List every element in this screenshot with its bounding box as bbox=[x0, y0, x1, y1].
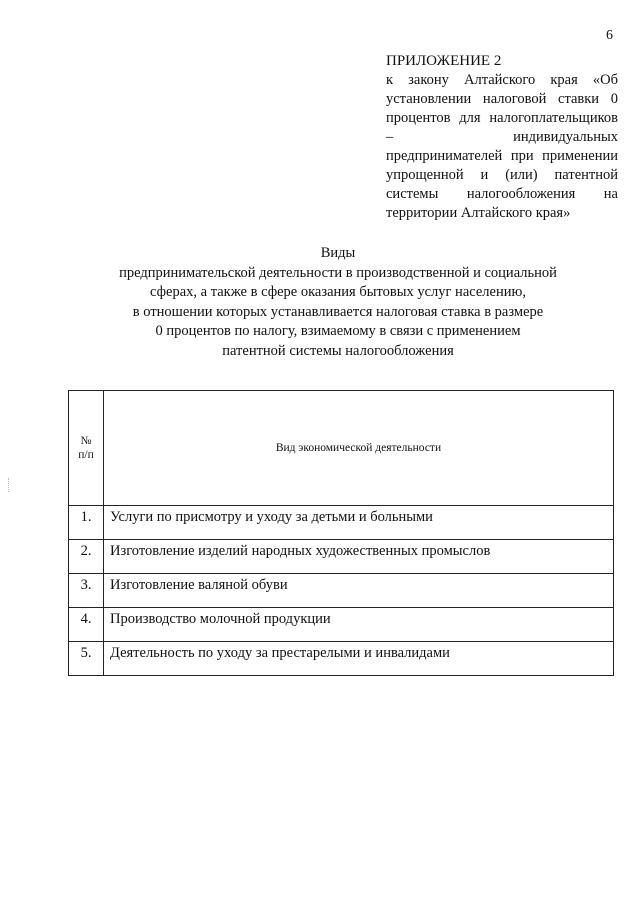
heading-line: патентной системы налогообложения bbox=[222, 342, 454, 359]
row-activity: Деятельность по уходу за престарелыми и инвалидами bbox=[104, 642, 614, 676]
activities-table-wrapper bbox=[68, 390, 614, 676]
page-number: 6 bbox=[606, 28, 613, 43]
row-activity: Изготовление валяной обуви bbox=[104, 574, 614, 608]
heading-line: 0 процентов по налогу, взимаемому в связи с применением bbox=[155, 323, 521, 339]
row-number: 2. bbox=[69, 540, 104, 574]
heading-line: в отношении которых устанавливается налоговая ставка в размере bbox=[132, 303, 544, 320]
row-number: 3. bbox=[69, 574, 104, 608]
appendix-title: ПРИЛОЖЕНИЕ 2 bbox=[386, 53, 502, 69]
row-activity: Производство молочной продукции bbox=[104, 608, 614, 642]
activities-table bbox=[68, 390, 614, 676]
table-row bbox=[69, 540, 614, 574]
document-heading bbox=[90, 244, 586, 361]
row-number: 4. bbox=[69, 608, 104, 642]
row-number: 5. bbox=[69, 642, 104, 676]
heading-line: сферах, а также в сфере оказания бытовых услуг населению, bbox=[150, 284, 526, 300]
table-header-row bbox=[69, 391, 614, 506]
heading-line: Виды bbox=[320, 245, 356, 261]
heading-line: предпринимательской деятельности в производственной и социальной bbox=[119, 264, 557, 281]
appendix-block bbox=[386, 52, 618, 223]
row-activity: Изготовление изделий народных художественных промыслов bbox=[104, 540, 614, 574]
table-row bbox=[69, 642, 614, 676]
row-activity: Услуги по присмотру и уходу за детьми и больными bbox=[104, 506, 614, 540]
header-activity: Вид экономической деятельности bbox=[104, 391, 614, 506]
appendix-reference: к закону Алтайского края «Об установлении налоговой ставки 0 процентов для налогоплательщиков – индивидуальных предпринимателей при применении упрощенной и (или) патентной системы налогообложения на территории Алтайского края» bbox=[386, 72, 618, 221]
header-number-line: № bbox=[80, 435, 92, 447]
header-number-line: п/п bbox=[78, 449, 94, 461]
row-number: 1. bbox=[69, 506, 104, 540]
table-row bbox=[69, 608, 614, 642]
scan-margin-mark bbox=[8, 478, 11, 492]
table-row bbox=[69, 506, 614, 540]
header-number bbox=[69, 391, 104, 506]
table-row bbox=[69, 574, 614, 608]
